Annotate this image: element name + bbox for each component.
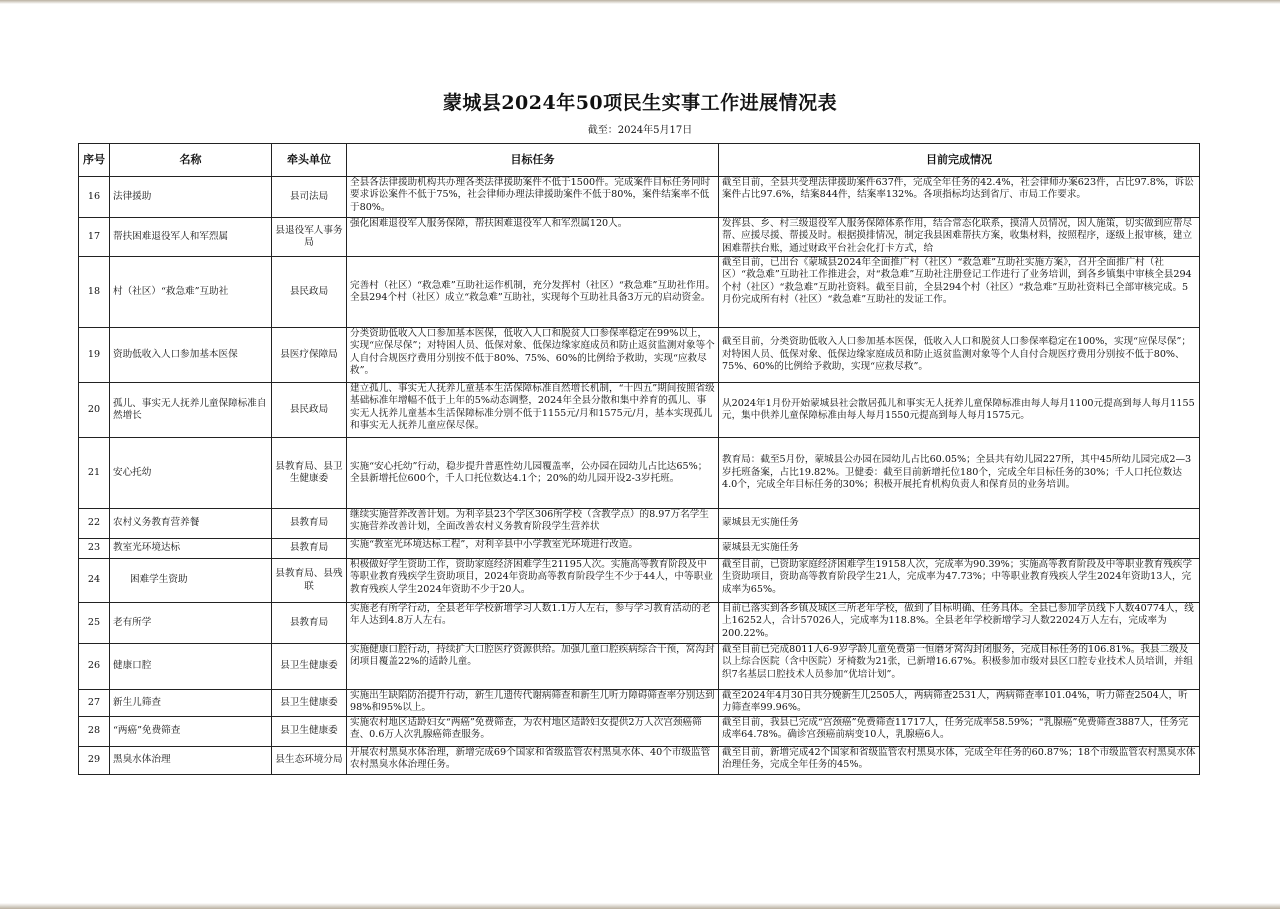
row-task-cell [347,747,719,775]
table-header-row [79,144,1200,177]
row-task: 积极做好学生资助工作，资助家庭经济困难学生21195人次。实施高等教育阶段及中等职业教育残疾学生资助项目，2024年资助高等教育阶段学生不少于44人，中等职业教育残疾人学生2024年资助不少于20人。 [350,559,713,595]
header-no: 序号 [79,144,110,177]
row-status: 蒙城县无实施任务 [722,517,799,529]
header-task: 目标任务 [347,144,719,177]
row-task-cell [347,539,719,559]
row-status-cell [719,559,1200,603]
table-row [79,328,1200,383]
row-no: 20 [79,383,110,438]
row-no: 17 [79,218,110,257]
row-unit: 县教育局、县残联 [272,559,347,603]
row-status: 截至目前，已资助家庭经济困难学生19158人次，完成率为90.39%；实施高等教育阶段及中等职业教育残疾学生资助项目，资助高等教育阶段学生21人，完成率为47.73%；中等职业教育残疾人学生2024年资助13人，完成率为65%。 [722,559,1193,595]
row-task-cell [347,559,719,603]
row-status-cell [719,644,1200,690]
row-status: 截至2024年4月30日共分娩新生儿2505人，两病筛查2531人，两病筛查率101.04%，听力筛查2504人，听力筛查率99.96%。 [722,690,1188,714]
row-status: 截至目前，已出台《蒙城县2024年全面推广村（社区）“救急难”互助社实施方案》，召开全面推广村（社区）“救急难”互助社工作推进会，对“救急难”互助社注册登记工作进行了业务培训，到各乡镇集中审核全县294个村（社区）“救急难”互助社资料。截至目前，全县294个村（社区）“救急难”互助社资料已全部审核完成。5月份完成所有村（社区）“救急难”互助社的发证工作。 [722,257,1192,306]
row-status: 从2024年1月份开始蒙城县社会散居孤儿和事实无人抚养儿童保障标准由每人每月1100元提高到每人每月1155元，集中供养儿童保障标准由每人每月1550元提高到每人每月1575元。 [722,397,1195,421]
row-unit: 县生态环境分局 [272,747,347,775]
row-no: 23 [79,539,110,559]
row-unit: 县教育局、县卫生健康委 [272,438,347,509]
table-row [79,539,1200,559]
row-unit: 县民政局 [272,383,347,438]
table-row [79,644,1200,690]
row-no: 16 [79,177,110,218]
document-date: 截至：2024年5月17日 [587,125,693,136]
row-status: 截至目前，新增完成42个国家和省级监管农村黑臭水体，完成全年任务的60.87%；18个市级监管农村黑臭水体治理任务，完成全年任务的45%。 [722,747,1196,771]
row-task-cell [347,383,719,438]
row-task-cell [347,438,719,509]
row-task: 继续实施营养改善计划。为利辛县23个学区306所学校（含教学点）的8.97万名学生实施营养改善计划，全面改善农村义务教育阶段学生营养状 [350,509,709,533]
row-name: 困难学生资助 [110,559,272,603]
row-task: 分类资助低收入人口参加基本医保，低收入人口和脱贫人口参保率稳定在99%以上，实现“应保尽保”；对特困人员、低保对象、低保边缘家庭成员和防止返贫监测对象等个人自付合规医疗费用分别按不低于80%、75%、60%的比例给予救助，实现“应救尽救”。 [350,328,715,377]
row-name: 安心托幼 [110,438,272,509]
row-task: 实施老有所学行动，全县老年学校新增学习人数1.1万人左右，参与学习教育活动的老年人达到4.8万人左右。 [350,603,711,627]
row-name: “两癌”免费筛查 [110,717,272,747]
row-unit: 县司法局 [272,177,347,218]
row-status: 截至目前，全县共受理法律援助案件637件，完成全年任务的42.4%，社会律师办案623件，占比97.8%，诉讼案件占比97.6%，结案844件，结案率132%。各项指标均达到省厅、市局工作要求。 [722,177,1194,201]
row-status-cell [719,509,1200,539]
row-status-cell [719,690,1200,717]
row-status-cell [719,747,1200,775]
row-task: 实施健康口腔行动，持续扩大口腔医疗资源供给。加强儿童口腔疾病综合干预，窝沟封闭项目覆盖22%的适龄儿童。 [350,644,715,668]
table-row [79,690,1200,717]
row-no: 19 [79,328,110,383]
row-status-cell [719,438,1200,509]
row-no: 26 [79,644,110,690]
row-no: 22 [79,509,110,539]
row-name: 法律援助 [110,177,272,218]
row-task: 开展农村黑臭水体治理，新增完成69个国家和省级监管农村黑臭水体、40个市级监管农村黑臭水体治理任务。 [350,747,711,771]
row-task-cell [347,177,719,218]
row-task-cell [347,690,719,717]
row-status-cell [719,177,1200,218]
row-status-cell [719,603,1200,644]
row-name: 教室光环境达标 [110,539,272,559]
row-task: 全县各法律援助机构共办理各类法律援助案件不低于1500件。完成案件目标任务同时要求诉讼案件不低于75%，社会律师办理法律援助案件不低于80%，案件结案率不低于80%。 [350,177,711,213]
row-status-cell [719,383,1200,438]
row-name: 资助低收入人口参加基本医保 [110,328,272,383]
row-unit: 县卫生健康委 [272,690,347,717]
row-task-cell [347,644,719,690]
row-status-cell [719,717,1200,747]
header-status: 目前完成情况 [719,144,1200,177]
row-status: 截至目前，我县已完成“宫颈癌”免费筛查11717人，任务完成率58.59%；“乳腺癌”免费筛查3887人，任务完成率64.78%。确诊宫颈癌前病变10人，乳腺癌6人。 [722,717,1189,741]
table-row [79,747,1200,775]
table-row [79,177,1200,218]
row-task: 实施出生缺陷防治提升行动，新生儿遗传代谢病筛查和新生儿听力障碍筛查率分别达到98%和95%以上。 [350,690,715,714]
row-status: 截至目前已完成8011人6-9岁学龄儿童免费第一恒磨牙窝沟封闭服务，完成目标任务的106.81%。我县二级及以上综合医院（含中医院）牙椅数为21张，已新增16.67%。积极参加市级对县区口腔专业技术人员培训，并组织7名基层口腔技术人员参加“优培计划”。 [722,644,1193,680]
row-task: 完善村（社区）“救急难”互助社运作机制，充分发挥村（社区）“救急难”互助社作用。全县294个村（社区）成立“救急难”互助社，实现每个互助社具备3万元的启动资金。 [350,279,715,303]
row-task: 实施“教室光环境达标工程”，对利辛县中小学教室光环境进行改造。 [350,539,639,550]
row-status: 截至目前，分类资助低收入人口参加基本医保，低收入人口和脱贫人口参保率稳定在100%，实现“应保尽保”；对特困人员、低保对象、低保边缘家庭成员和防止返贫监测对象等个人自付合规医疗费用分别按不低于80%、75%、60%的比例给予救助，实现“应救尽救”。 [722,336,1191,373]
table-row [79,559,1200,603]
row-task-cell [347,717,719,747]
row-no: 21 [79,438,110,509]
row-unit: 县退役军人事务局 [272,218,347,257]
row-name: 帮扶困难退役军人和军烈属 [110,218,272,257]
page-edge-top [0,0,1280,4]
row-task: 实施农村地区适龄妇女“两癌”免费筛查，为农村地区适龄妇女提供2万人次宫颈癌筛查、0.6万人次乳腺癌筛查服务。 [350,717,702,741]
header-unit: 牵头单位 [272,144,347,177]
row-task: 强化困难退役军人服务保障，帮扶困难退役军人和军烈属120人。 [350,218,628,229]
table-row [79,717,1200,747]
table-row [79,257,1200,328]
row-no: 24 [79,559,110,603]
row-name: 孤儿、事实无人抚养儿童保障标准自然增长 [110,383,272,438]
row-status-cell [719,328,1200,383]
row-status-cell [719,218,1200,257]
row-unit: 县教育局 [272,509,347,539]
row-unit: 县医疗保障局 [272,328,347,383]
row-name: 健康口腔 [110,644,272,690]
row-task-cell [347,509,719,539]
row-no: 29 [79,747,110,775]
row-no: 18 [79,257,110,328]
row-name: 农村义务教育营养餐 [110,509,272,539]
row-unit: 县教育局 [272,603,347,644]
row-name: 村（社区）“救急难”互助社 [110,257,272,328]
row-name: 老有所学 [110,603,272,644]
row-no: 27 [79,690,110,717]
table-row [79,218,1200,257]
table-row [79,509,1200,539]
row-no: 28 [79,717,110,747]
row-status: 发挥县、乡、村三级退役军人服务保障体系作用，结合常态化联系，摸清人员情况，因人施策，切实做到应帮尽帮、应援尽援、帮援及时。根据摸排情况，制定我县困难帮扶方案，收集材料，按照程序，逐级上报审核，建立困难帮扶台账，通过财政平台社会化打卡方式，给 [722,218,1193,254]
row-no: 25 [79,603,110,644]
row-unit: 县卫生健康委 [272,717,347,747]
row-task-cell [347,603,719,644]
row-name: 黑臭水体治理 [110,747,272,775]
row-task: 实施“安心托幼”行动，稳步提升普惠性幼儿园覆盖率，公办园在园幼儿占比达65%；全县新增托位600个，千人口托位数达4.1个；20%的幼儿园开设2-3岁托班。 [350,460,708,484]
row-task-cell [347,218,719,257]
row-unit: 县教育局 [272,539,347,559]
header-name: 名称 [110,144,272,177]
row-task-cell [347,257,719,328]
table-row [79,438,1200,509]
row-status: 教育局：截至5月份，蒙城县公办园在园幼儿占比60.05%；全县共有幼儿园227所，其中45所幼儿园完成2—3岁托班备案，占比19.82%。卫健委：截至目前新增托位180个，完成全年目标任务的30%；千人口托位数达4.0个，完成全年目标任务的30%；积极开展托育机构负责人和保育员的业务培训。 [722,454,1192,491]
table-row [79,383,1200,438]
row-status: 蒙城县无实施任务 [722,542,799,554]
table-row [79,603,1200,644]
row-unit: 县卫生健康委 [272,644,347,690]
row-task: 建立孤儿、事实无人抚养儿童基本生活保障标准自然增长机制，“十四五”期间按照省级基础标准年增幅不低于上年的5%动态调整，2024年全县分散和集中养育的孤儿、事实无人抚养儿童基本生活保障标准分别不低于1155元/月和1575元/月，基本实现孤儿和事实无人抚养儿童应保尽保。 [350,383,715,432]
document-title: 蒙城县2024年50项民生实事工作进展情况表 [442,92,838,114]
page-edge-bottom [0,903,1280,909]
row-status-cell [719,539,1200,559]
row-status: 目前已落实到各乡镇及城区三所老年学校，做到了目标明确、任务具体。全县已参加学员线下人数40774人，线上16252人，合计57026人，完成率为118.8%。全县老年学校新增学习人数22024万人左右，完成率为200.22%。 [722,603,1194,639]
row-unit: 县民政局 [272,257,347,328]
progress-table [78,143,1200,775]
row-name: 新生儿筛查 [110,690,272,717]
row-status-cell [719,257,1200,328]
row-task-cell [347,328,719,383]
